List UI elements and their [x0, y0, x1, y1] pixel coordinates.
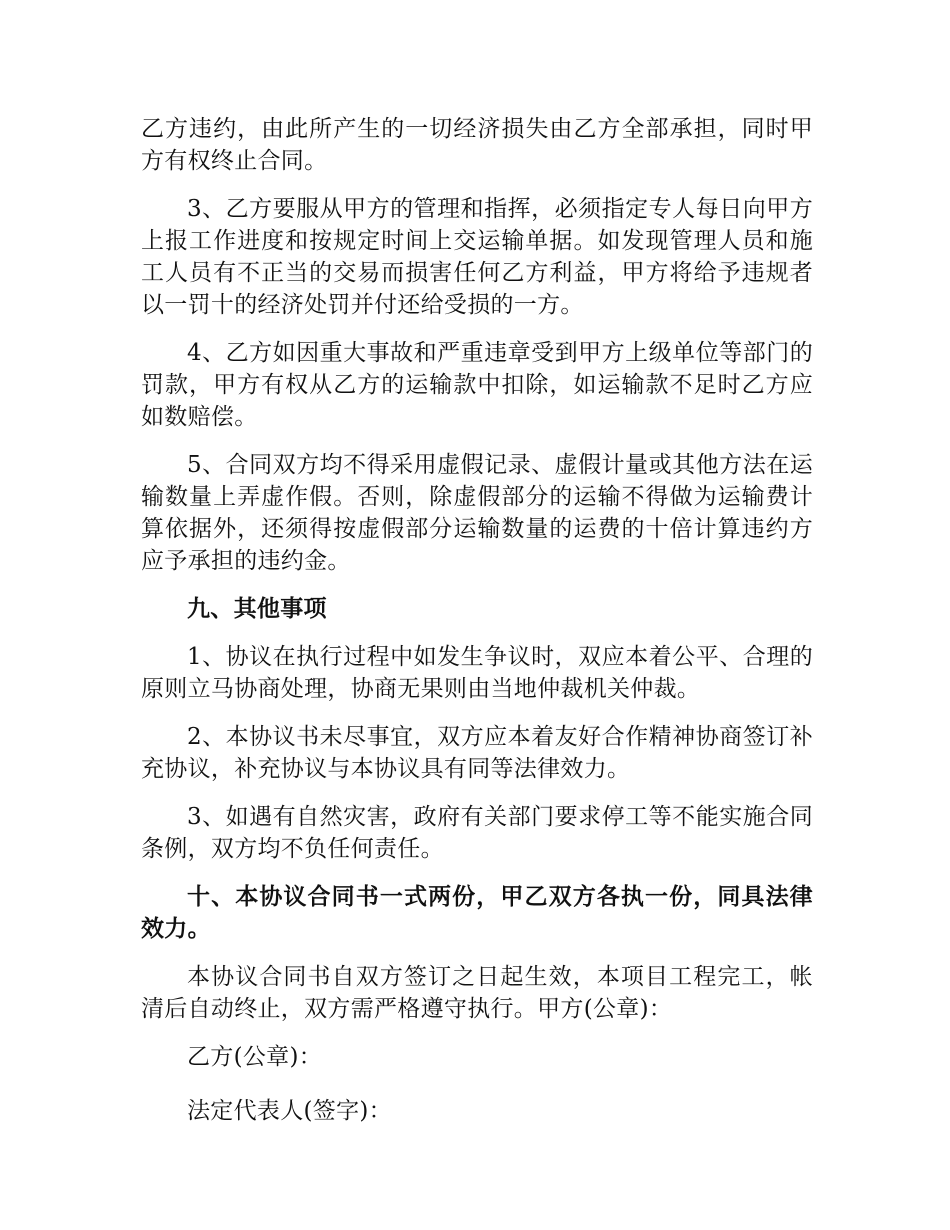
legal-representative-signature-line: 法定代表人(签字)：: [187, 1098, 392, 1124]
paragraph-other-1: 1、协议在执行过程中如发生争议时，双应本着公平、合理的原则立马协商处理，协商无果则由当地仲裁机关仲裁。: [141, 644, 813, 702]
section-heading-other-matters: 九、其他事项: [187, 596, 327, 622]
paragraph-clause-4: 4、乙方如因重大事故和严重违章受到甲方上级单位等部门的罚款，甲方有权从乙方的运输款中扣除，如运输款不足时乙方应如数赔偿。: [141, 340, 813, 430]
section-heading-copies: 十、本协议合同书一式两份，甲乙双方各执一份，同具法律效力。: [141, 884, 813, 942]
document-body: [141, 113, 813, 1149]
paragraph-effective: 本协议合同书自双方签订之日起生效，本项目工程完工，帐清后自动终止，双方需严格遵守执行。甲方(公章)：: [141, 964, 813, 1022]
paragraph-other-3: 3、如遇有自然灾害，政府有关部门要求停工等不能实施合同条例，双方均不负任何责任。: [141, 804, 813, 862]
paragraph-clause-5: 5、合同双方均不得采用虚假记录、虚假计量或其他方法在运输数量上弄虚作假。否则，除虚假部分的运输不得做为运输费计算依据外，还须得按虚假部分运输数量的运费的十倍计算违约方应予承担的违约金。: [141, 452, 813, 574]
paragraph-clause-3: 3、乙方要服从甲方的管理和指挥，必须指定专人每日向甲方上报工作进度和按规定时间上交运输单据。如发现管理人员和施工人员有不正当的交易而损害任何乙方利益，甲方将给予违规者以一罚十的经济处罚并付还给受损的一方。: [141, 196, 813, 318]
paragraph-continuation: 乙方违约，由此所产生的一切经济损失由乙方全部承担，同时甲方有权终止合同。: [141, 116, 813, 174]
party-b-seal-line: 乙方(公章)：: [187, 1044, 323, 1070]
paragraph-other-2: 2、本协议书未尽事宜，双方应本着友好合作精神协商签订补充协议，补充协议与本协议具有同等法律效力。: [141, 724, 813, 782]
